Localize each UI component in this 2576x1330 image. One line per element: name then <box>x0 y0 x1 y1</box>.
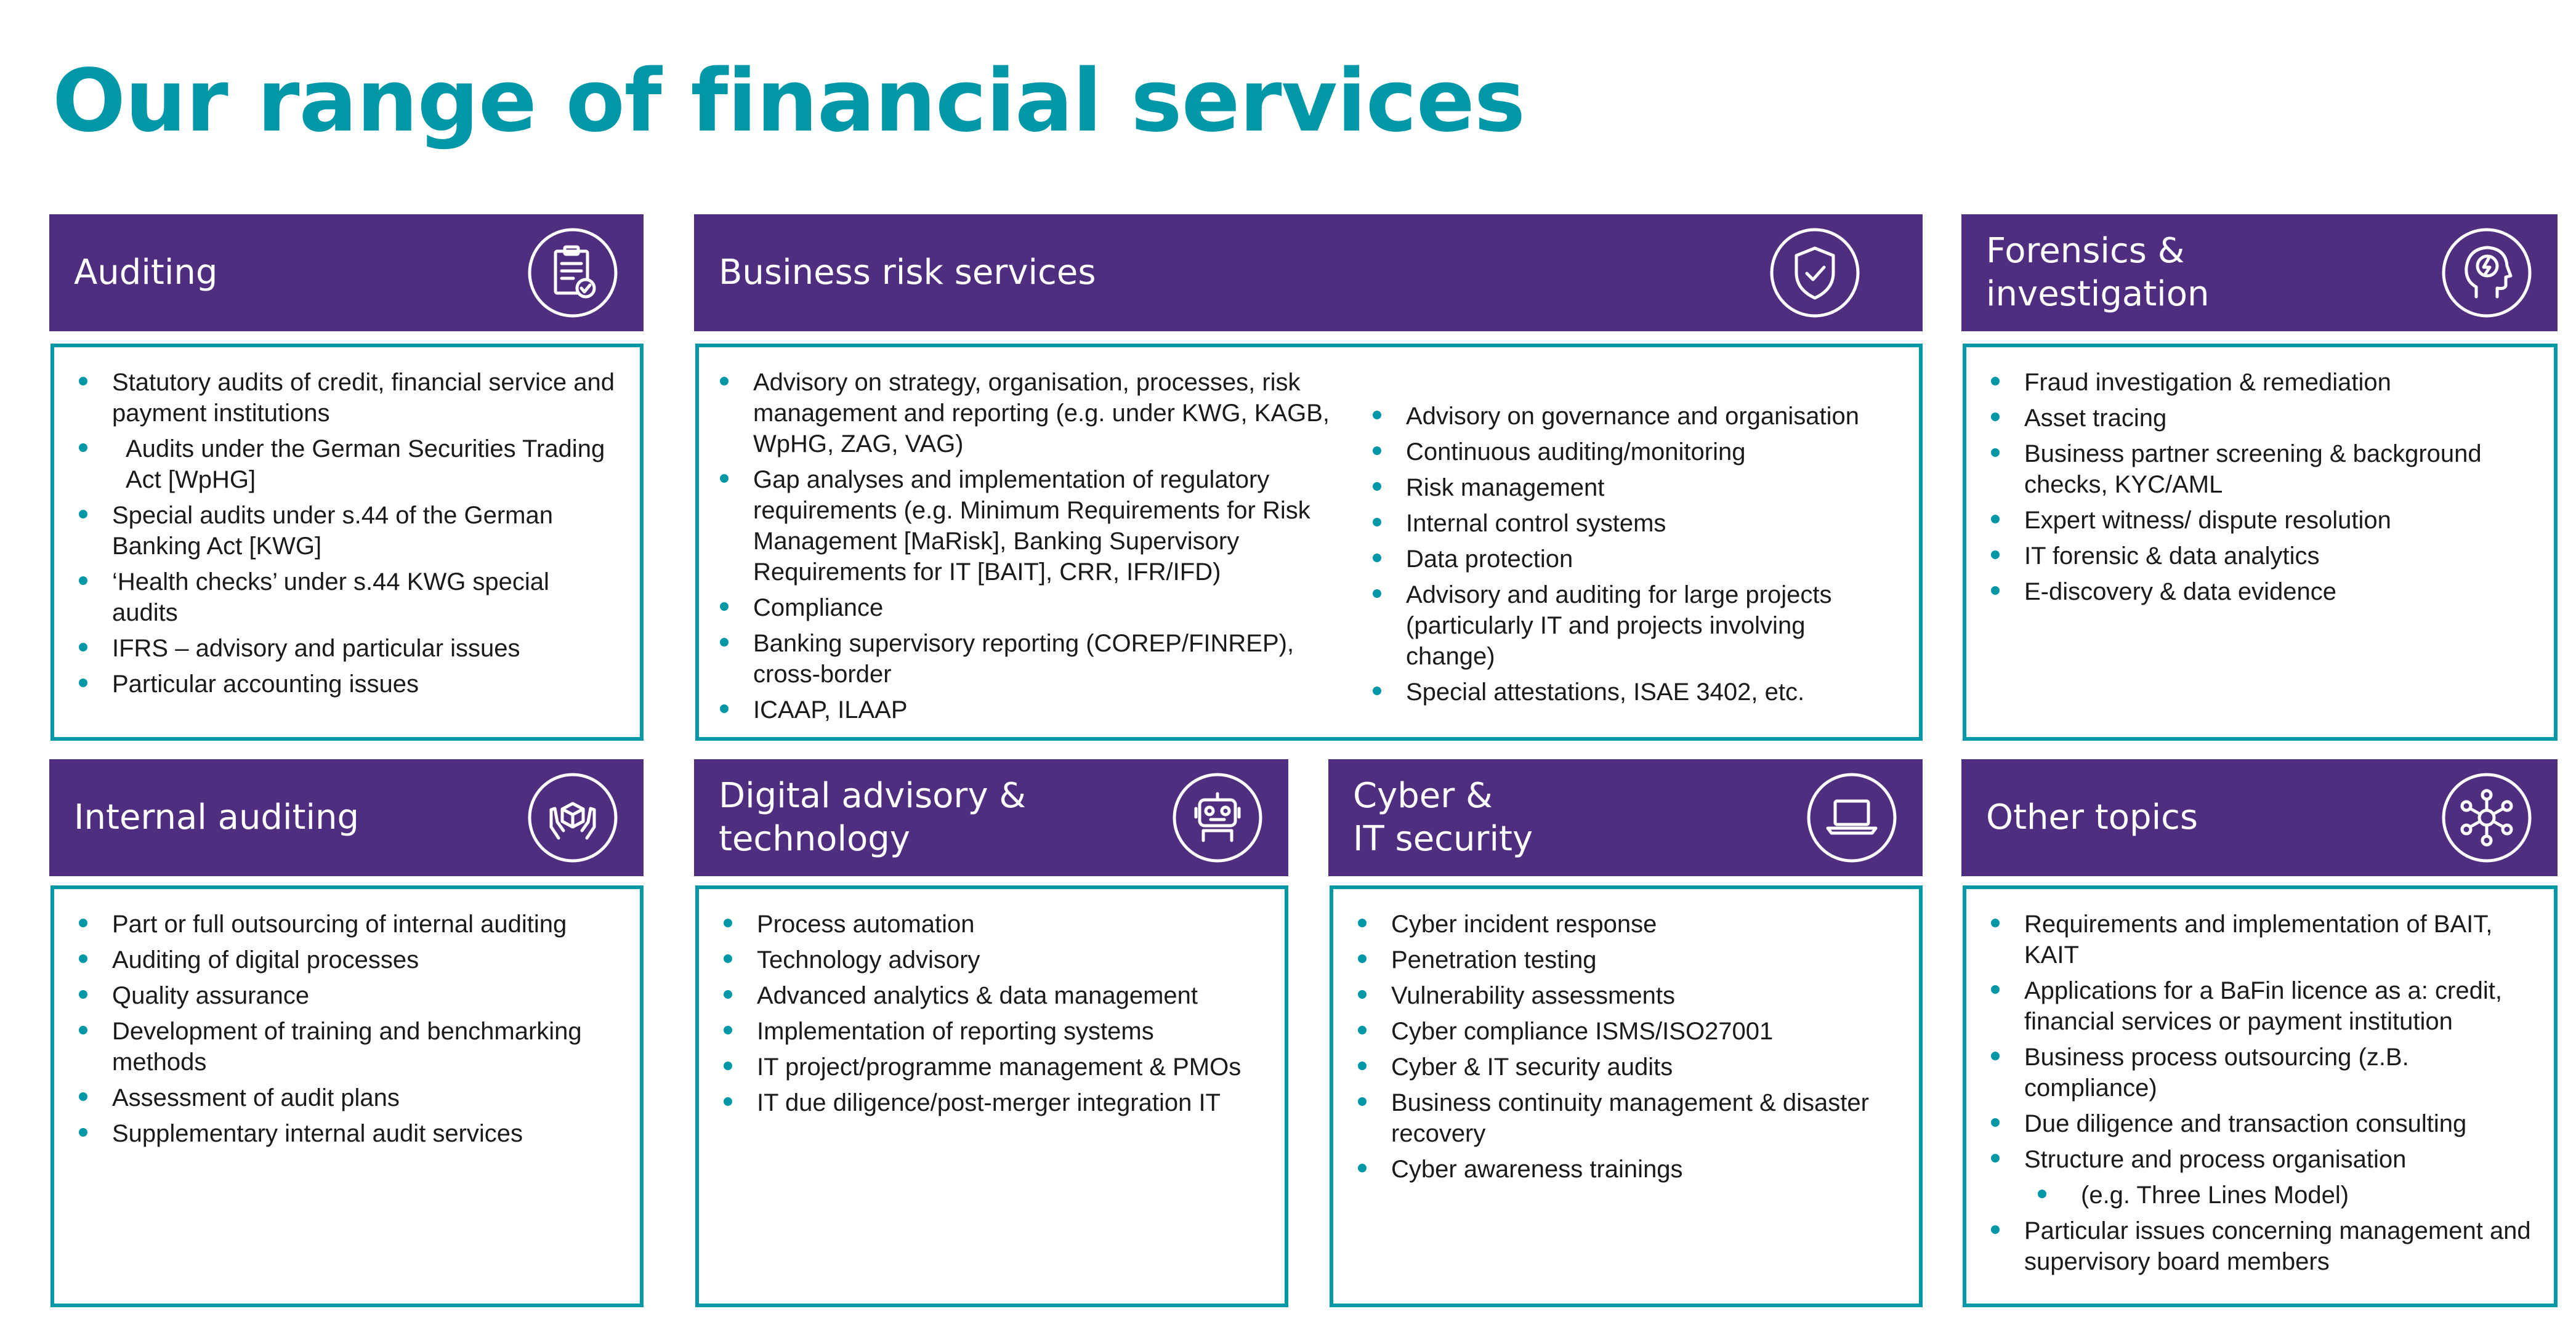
list-item: Advisory and auditing for large projects (particularly IT and projects involving change) <box>1370 579 1897 672</box>
internal-auditing-header <box>49 759 644 876</box>
clipboard-check-icon <box>527 227 619 319</box>
list-item: Penetration testing <box>1355 945 1897 975</box>
other-box <box>1963 885 2558 1307</box>
list-item: Asset tracing <box>1989 403 2532 433</box>
list-item: Cyber awareness trainings <box>1355 1154 1897 1185</box>
business-risk-box <box>695 344 1923 741</box>
forensics-box <box>1963 344 2558 741</box>
list-item: Particular issues concerning management and supervisory board members <box>1989 1215 2532 1277</box>
list-item: Process automation <box>721 909 1262 940</box>
auditing-title: Auditing <box>74 252 218 292</box>
head-lightbulb-icon <box>2441 227 2533 319</box>
list-item: Gap analyses and implementation of regulatory requirements (e.g. Minimum Requirements for Risk Management [MaRisk], Banking Supervisory Requirements for IT [BAIT], CRR, IFR/IFD) <box>717 464 1339 587</box>
list-item: Data protection <box>1370 544 1897 574</box>
auditing-list <box>76 367 618 699</box>
forensics-header <box>1961 214 2558 331</box>
list-item: Continuous auditing/monitoring <box>1370 437 1897 467</box>
list-item: Special audits under s.44 of the German Banking Act [KWG] <box>76 500 618 562</box>
list-item: Quality assurance <box>76 980 618 1011</box>
business-risk-header <box>694 214 1923 331</box>
list-item: Part or full outsourcing of internal auditing <box>76 909 618 940</box>
list-item: Special attestations, ISAE 3402, etc. <box>1370 677 1897 707</box>
list-item: IT forensic & data analytics <box>1989 541 2532 571</box>
other-title: Other topics <box>1986 797 2198 837</box>
list-item: Technology advisory <box>721 945 1262 975</box>
digital-header <box>694 759 1288 876</box>
other-header <box>1961 759 2558 876</box>
list-item: Business continuity management & disaster recovery <box>1355 1087 1897 1149</box>
forensics-list <box>1989 367 2532 607</box>
list-item: Statutory audits of credit, financial service and payment institutions <box>76 367 618 429</box>
network-hub-icon <box>2441 772 2533 864</box>
list-item: Supplementary internal audit services <box>76 1118 618 1149</box>
list-item: Cyber incident response <box>1355 909 1897 940</box>
list-item: Business partner screening & background checks, KYC/AML <box>1989 438 2532 500</box>
list-item: (e.g. Three Lines Model) <box>1989 1180 2532 1211</box>
auditing-header <box>49 214 644 331</box>
list-item: Advisory on strategy, organisation, processes, risk management and reporting (e.g. under KWG, KAGB, WpHG, ZAG, VAG) <box>717 367 1339 459</box>
list-item: Business process outsourcing (z.B. compliance) <box>1989 1042 2532 1103</box>
list-item: ICAAP, ILAAP <box>717 695 1339 725</box>
digital-list <box>721 909 1262 1118</box>
list-item: IT due diligence/post-merger integration IT <box>721 1087 1262 1118</box>
business-risk-list-right <box>1370 401 1897 730</box>
list-item: Development of training and benchmarking methods <box>76 1016 618 1078</box>
internal-auditing-box <box>50 885 644 1307</box>
business-risk-title: Business risk services <box>719 252 1096 292</box>
other-list <box>1989 909 2532 1277</box>
internal-auditing-title: Internal auditing <box>74 797 360 837</box>
shield-check-icon <box>1769 227 1861 319</box>
hands-cube-icon <box>527 772 619 864</box>
list-item: Cyber & IT security audits <box>1355 1052 1897 1082</box>
robot-icon <box>1171 772 1264 864</box>
list-item: Fraud investigation & remediation <box>1989 367 2532 398</box>
list-item: Implementation of reporting systems <box>721 1016 1262 1047</box>
digital-box <box>695 885 1288 1307</box>
list-item: Structure and process organisation <box>1989 1144 2532 1175</box>
internal-auditing-list <box>76 909 618 1149</box>
list-item: Vulnerability assessments <box>1355 980 1897 1011</box>
page-title: Our range of financial services <box>52 51 1525 151</box>
list-item: Expert witness/ dispute resolution <box>1989 505 2532 536</box>
digital-title: Digital advisory & technology <box>719 776 1027 859</box>
list-item: Audits under the German Securities Trading Act [WpHG] <box>76 433 618 495</box>
list-item: Assessment of audit plans <box>76 1082 618 1113</box>
list-item: Banking supervisory reporting (COREP/FINREP), cross-border <box>717 628 1339 690</box>
list-item: Advanced analytics & data management <box>721 980 1262 1011</box>
list-item: IFRS – advisory and particular issues <box>76 633 618 664</box>
cyber-title: Cyber & IT security <box>1353 776 1533 859</box>
list-item: Applications for a BaFin licence as a: credit, financial services or payment institution <box>1989 975 2532 1037</box>
cyber-list <box>1355 909 1897 1185</box>
list-item: Risk management <box>1370 472 1897 503</box>
list-item: Due diligence and transaction consulting <box>1989 1108 2532 1139</box>
cyber-header <box>1328 759 1923 876</box>
list-item: Auditing of digital processes <box>76 945 618 975</box>
list-item: E-discovery & data evidence <box>1989 576 2532 607</box>
list-item: Requirements and implementation of BAIT, KAIT <box>1989 909 2532 970</box>
list-item: Internal control systems <box>1370 508 1897 539</box>
laptop-icon <box>1806 772 1898 864</box>
forensics-title: Forensics & investigation <box>1986 231 2210 314</box>
auditing-box <box>50 344 644 741</box>
cyber-box <box>1330 885 1923 1307</box>
list-item: Particular accounting issues <box>76 669 618 699</box>
business-risk-list-left <box>717 367 1339 730</box>
list-item: Cyber compliance ISMS/ISO27001 <box>1355 1016 1897 1047</box>
list-item: IT project/programme management & PMOs <box>721 1052 1262 1082</box>
list-item: Advisory on governance and organisation <box>1370 401 1897 432</box>
list-item: ‘Health checks’ under s.44 KWG special audits <box>76 566 618 628</box>
list-item: Compliance <box>717 592 1339 623</box>
